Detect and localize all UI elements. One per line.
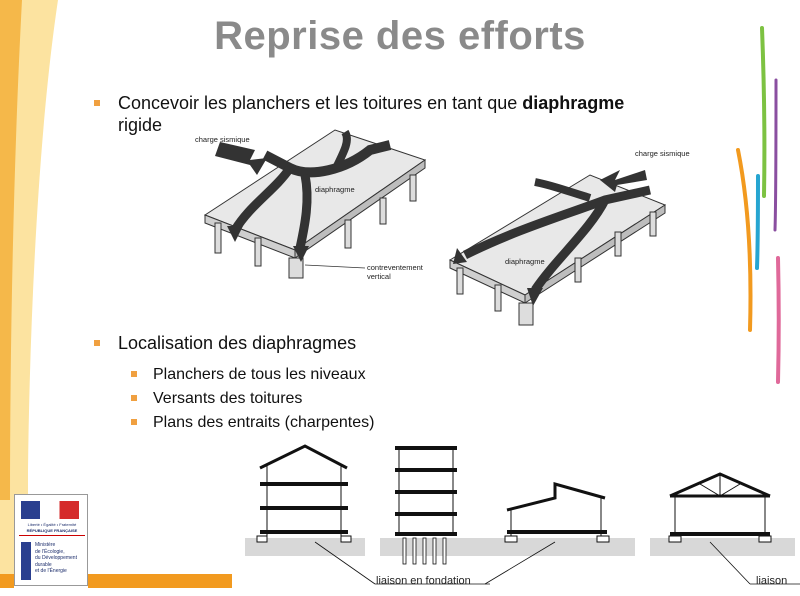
roof — [507, 484, 605, 510]
sub-bullet-entraits — [153, 412, 374, 434]
pile — [413, 538, 416, 564]
pile — [423, 538, 426, 564]
logo-bar — [21, 542, 31, 580]
pile — [443, 538, 446, 564]
floor-slab — [395, 446, 457, 450]
bullet-text: Localisation des diaphragmes — [118, 333, 357, 353]
left-column — [215, 223, 221, 253]
left-column — [410, 175, 416, 201]
bullet-text-bold: diaphragme — [522, 93, 625, 113]
roof — [260, 446, 347, 468]
logo-ministry-line: de l'Écologie, — [35, 548, 65, 555]
sub-bullet-text: Plans des entraits (charpentes) — [153, 414, 375, 431]
floor-slab — [670, 532, 770, 536]
left-bracing-label-2: vertical — [367, 272, 391, 281]
building-sections-figure — [235, 438, 800, 596]
section-split-roof — [505, 484, 609, 542]
sub-bullet-planchers — [153, 364, 366, 386]
pile — [433, 538, 436, 564]
diaphragm-figure — [195, 120, 690, 335]
sub-bullet-marker — [131, 395, 137, 401]
truss-member — [720, 484, 740, 496]
section-pitched-roof — [257, 446, 351, 542]
sub-bullet-versants — [153, 388, 302, 410]
label-liaison-fondation: liaison en fondation — [376, 575, 471, 587]
logo-motto: Liberté • Égalité • Fraternité — [27, 522, 77, 527]
stripe-orange — [738, 150, 751, 330]
logo-ministry-line: Ministère — [35, 542, 56, 548]
right-column — [457, 268, 463, 294]
bullet-text-line2: rigide — [118, 115, 163, 135]
logo-ministry-line: durable — [35, 561, 52, 568]
left-diaphragm-label: diaphragme — [315, 185, 355, 194]
right-column — [650, 212, 656, 236]
bullet-marker — [94, 100, 100, 106]
label-liaison: liaison — [756, 575, 788, 587]
right-column — [615, 232, 621, 256]
sub-bullet-marker — [131, 419, 137, 425]
left-building — [205, 130, 425, 278]
left-column — [255, 238, 261, 266]
right-column — [575, 258, 581, 282]
section-truss-roof — [669, 474, 771, 542]
floor-slab — [260, 506, 348, 510]
sub-bullet-marker — [131, 371, 137, 377]
bullet-text: Concevoir les planchers et les toitures en tant que — [118, 93, 523, 113]
bottom-bar-left — [0, 574, 14, 588]
ministry-logo — [14, 494, 88, 586]
floor-slab — [395, 490, 457, 494]
logo-separator — [19, 535, 85, 536]
floor-slab — [507, 530, 607, 534]
sub-bullet-text: Versants des toitures — [153, 390, 303, 407]
footing — [257, 536, 267, 542]
bullet-marker — [94, 340, 100, 346]
left-load-arrow — [215, 142, 267, 175]
stripe-blue — [757, 176, 758, 268]
right-load-label: charge sismique — [635, 149, 690, 158]
right-column — [495, 285, 501, 311]
left-column — [345, 220, 351, 248]
slide-title: Reprise des efforts — [214, 14, 586, 58]
bullet-localisation — [118, 332, 618, 354]
left-bracing-label-1: contreventement — [367, 263, 423, 272]
footing — [669, 536, 681, 542]
marianne-flag-icon — [21, 501, 79, 519]
floor-slab — [395, 532, 457, 536]
left-column — [380, 198, 386, 224]
footing — [759, 536, 771, 542]
bottom-bar — [88, 574, 232, 588]
footing — [505, 536, 517, 542]
right-building — [450, 170, 665, 325]
ground — [380, 538, 495, 556]
floor-slab — [395, 512, 457, 516]
floor-slab — [260, 482, 348, 486]
left-bracing-leader — [305, 265, 365, 268]
logo-republic: RÉPUBLIQUE FRANÇAISE — [26, 528, 78, 533]
left-load-label: charge sismique — [195, 135, 250, 144]
sub-bullet-text: Planchers de tous les niveaux — [153, 366, 366, 383]
logo-ministry-line: du Développement — [35, 555, 77, 561]
stripe-pink — [778, 258, 779, 382]
logo-ministry-line: et de l'Énergie — [35, 568, 67, 574]
right-diaphragm-label: diaphragme — [505, 257, 545, 266]
logo-ministry — [35, 542, 87, 575]
floor-slab — [260, 530, 348, 534]
footing — [597, 536, 609, 542]
truss-member — [700, 484, 720, 496]
footing — [341, 536, 351, 542]
stripe-purple — [775, 80, 776, 230]
right-wall — [519, 303, 533, 325]
pile — [403, 538, 406, 564]
floor-slab — [395, 468, 457, 472]
